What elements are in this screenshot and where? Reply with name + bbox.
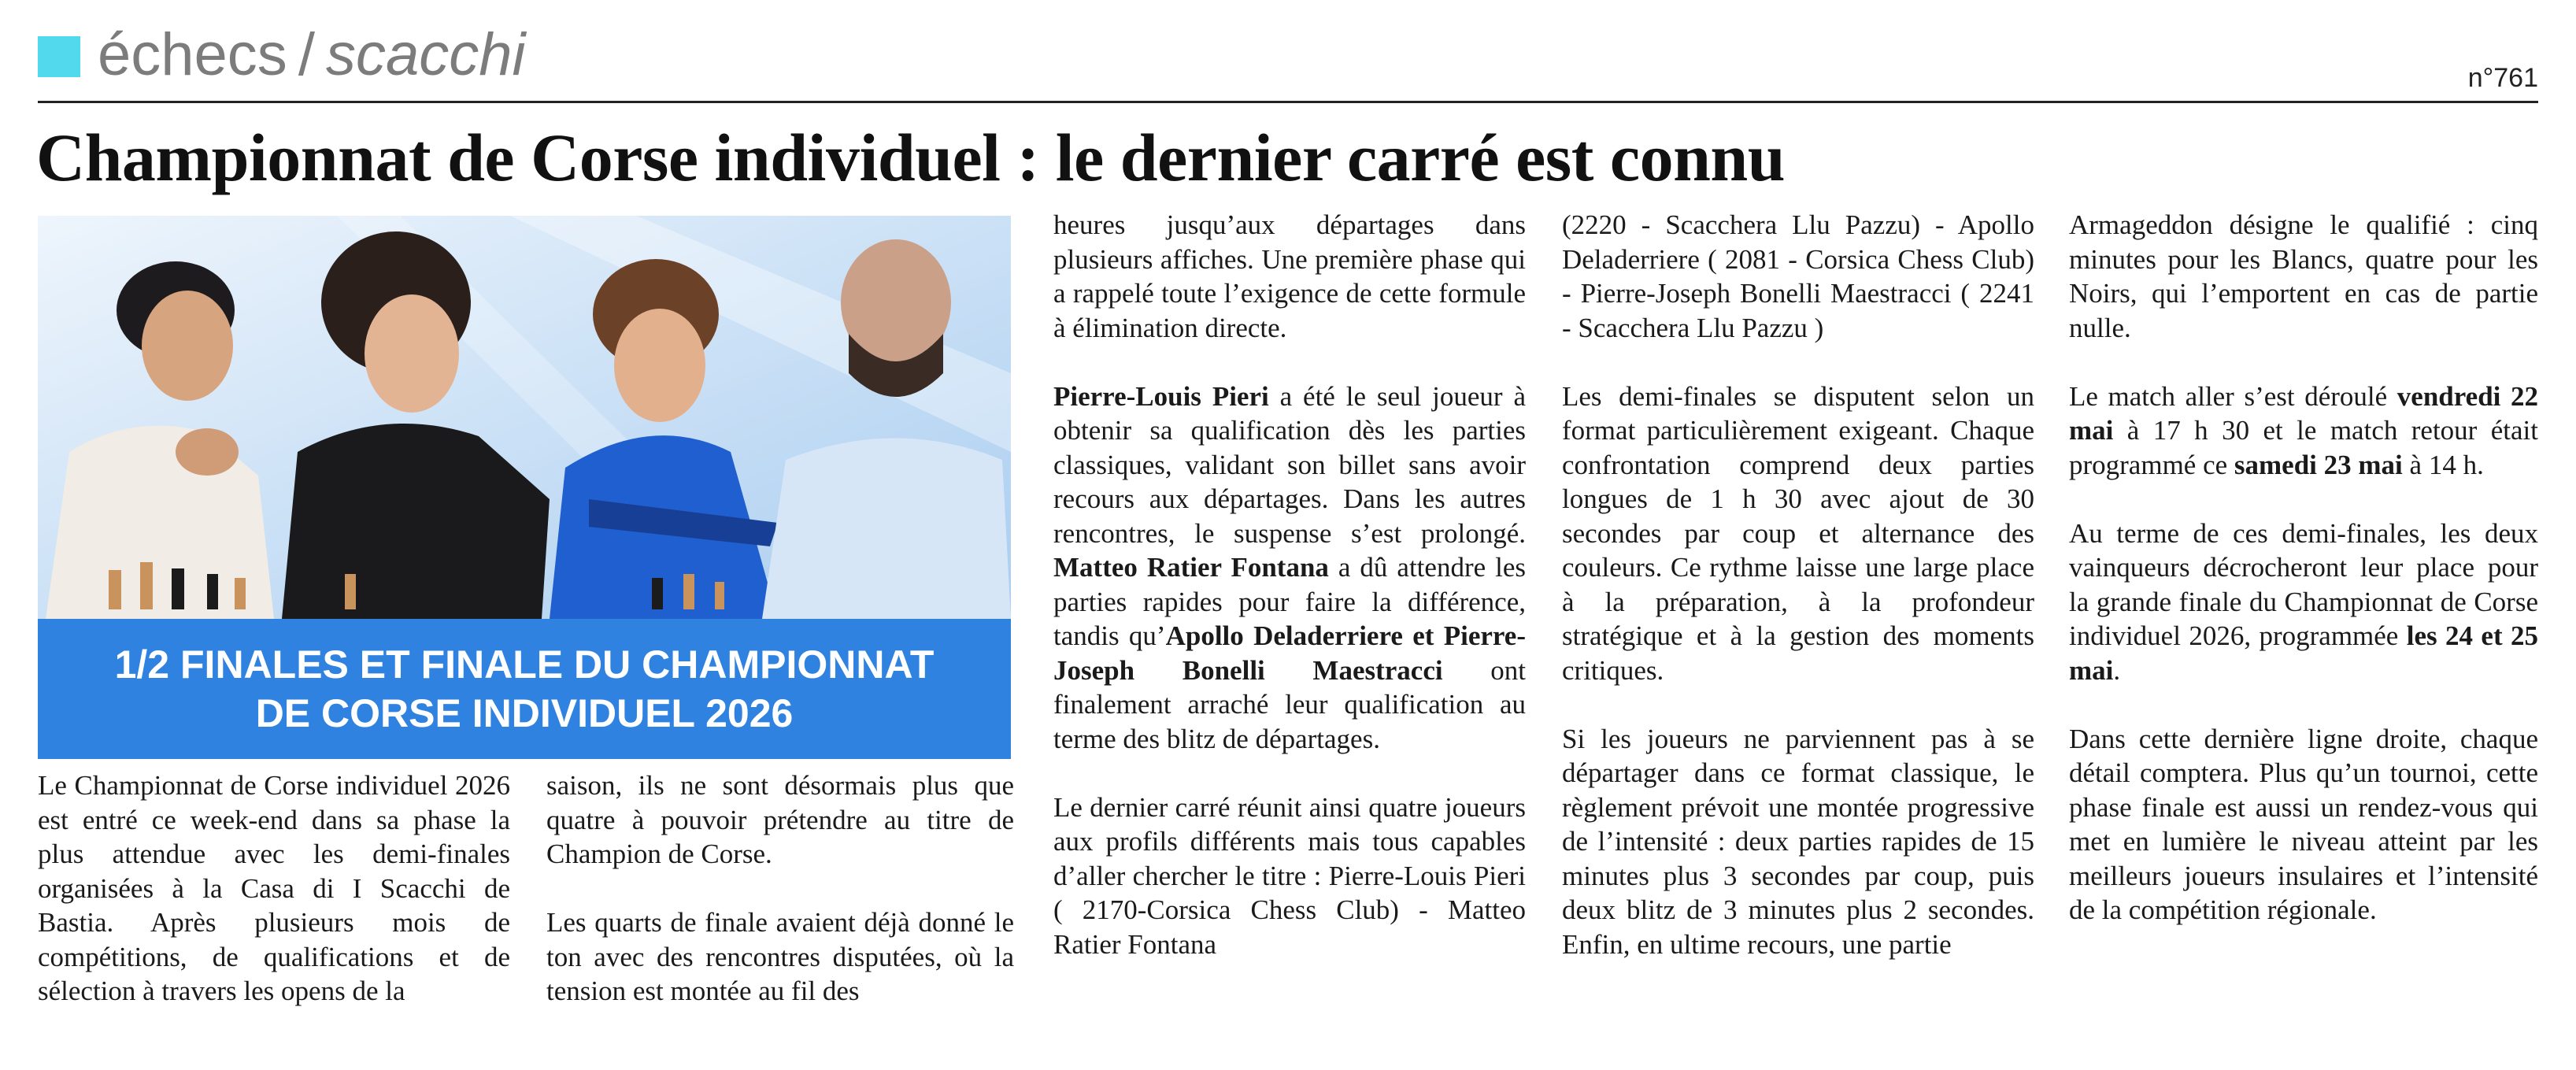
section-rubric (98, 16, 525, 94)
banner-line-1: 1/2 FINALES ET FINALE DU CHAMPIONNAT (114, 642, 935, 687)
text-run: Au terme de ces demi-finales, les deux vainqueurs décrocheront leur place pour la grande finale du Championnat de Corse individuel 2026, programmée (2069, 517, 2538, 651)
text-run: Le match aller s’est déroulé (2069, 380, 2397, 412)
player-name: Pierre-Louis Pieri (1053, 380, 1269, 412)
player-name: Matteo Ratier Fontana (1053, 552, 1329, 583)
article-photo (38, 216, 1011, 759)
rubric-separator: / (298, 21, 315, 88)
photo-banner (38, 619, 1011, 759)
paragraph (2069, 516, 2538, 688)
paragraph: Les quarts de finale avaient déjà donné le ton avec des rencontres disputées, où la tension est montée au fil des (546, 907, 1014, 1006)
article-column-1 (38, 768, 510, 1009)
rubric-square (38, 36, 80, 77)
article-column-4 (1562, 208, 2034, 961)
paragraph: Si les joueurs ne parviennent pas à se départager dans ce format classique, le règlement prévoit une montée progressive de l’intensité : deux parties rapides de 15 minutes plus 3 secondes par coup, puis deux blitz de 3 minutes plus 2 secondes. Enfin, en ultime recours, une partie (1562, 723, 2034, 960)
paragraph: Les demi-finales se disputent selon un format particulièrement exigeant. Chaque confrontation comprend deux parties longues de 1 h 30 avec ajout de 30 secondes par coup et alternance des couleurs. Ce rythme laisse une large place à la préparation, à la profondeur stratégique et à la gestion des moments critiques. (1562, 380, 2034, 686)
article-column-3 (1053, 208, 1526, 961)
paragraph (2069, 379, 2538, 483)
text-run: à 14 h. (2402, 449, 2484, 480)
text-run: ont finalement arraché leur qualification au terme des blitz de départages. (1053, 654, 1526, 754)
paragraph: Dans cette dernière ligne droite, chaque détail comptera. Plus qu’un tournoi, cette phase finale est aussi un rendez-vous qui met en lumière le niveau atteint par les meilleurs joueurs insulaires et l’intensité de la compétition régionale. (2069, 723, 2538, 925)
header-rule (38, 101, 2538, 103)
paragraph (1053, 379, 1526, 757)
article-column-2 (546, 768, 1014, 1009)
paragraph: (2220 - Scacchera Llu Pazzu) - Apollo Deladerriere ( 2081 - Corsica Chess Club) - Pierre-Joseph Bonelli Maestracci ( 2241 - Scacchera Llu Pazzu ) (1562, 209, 2034, 343)
date-highlight: vendredi 22 mai (2069, 380, 2539, 446)
headline: Championnat de Corse individuel : le dernier carré est connu (36, 120, 1786, 195)
issue-number: n°761 (2467, 63, 2538, 93)
rubric-corsican: scacchi (325, 21, 526, 88)
paragraph: heures jusqu’aux départages dans plusieurs affiches. Une première phase qui a rappelé toute l’exigence de cette formule à élimination directe. (1053, 209, 1526, 343)
text-run: a dû attendre les parties rapides pour faire la différence, tandis qu’ (1053, 552, 1527, 651)
paragraph: saison, ils ne sont désormais plus que quatre à pouvoir prétendre au titre de Champion de Corse. (546, 770, 1014, 869)
text-run: a été le seul joueur à obtenir sa qualification dès les parties classiques, validant son billet sans avoir recours aux départages. Dans les autres rencontres, le suspense s’est prolongé. (1053, 380, 1526, 549)
text-run: à 17 h 30 et le match retour était programmé ce (2069, 415, 2538, 480)
date-highlight: samedi 23 mai (2234, 449, 2403, 480)
rubric-french: échecs (98, 21, 287, 88)
player-name: Apollo Deladerriere et Pierre-Joseph Bonelli Maestracci (1053, 620, 1526, 686)
article-column-5 (2069, 208, 2538, 927)
text-run: . (2113, 654, 2121, 686)
paragraph: Armageddon désigne le qualifié : cinq minutes pour les Blancs, quatre pour les Noirs, qui l’emportent en cas de partie nulle. (2069, 209, 2538, 343)
paragraph: Le Championnat de Corse individuel 2026 est entré ce week-end dans sa phase la plus attendue avec les demi-finales organisées à la Casa di I Scacchi de Bastia. Après plusieurs mois de compétitions, de qualifications et de sélection à travers les opens de la (38, 770, 510, 1006)
paragraph: Le dernier carré réunit ainsi quatre joueurs aux profils différents mais tous capables d’aller chercher le titre : Pierre-Louis Pieri ( 2170-Corsica Chess Club) - Matteo Ratier Fontana (1053, 791, 1526, 960)
banner-line-2: DE CORSE INDIVIDUEL 2026 (255, 691, 794, 735)
date-highlight: les 24 et 25 mai (2069, 620, 2538, 686)
chess-players-illustration (38, 216, 1011, 619)
